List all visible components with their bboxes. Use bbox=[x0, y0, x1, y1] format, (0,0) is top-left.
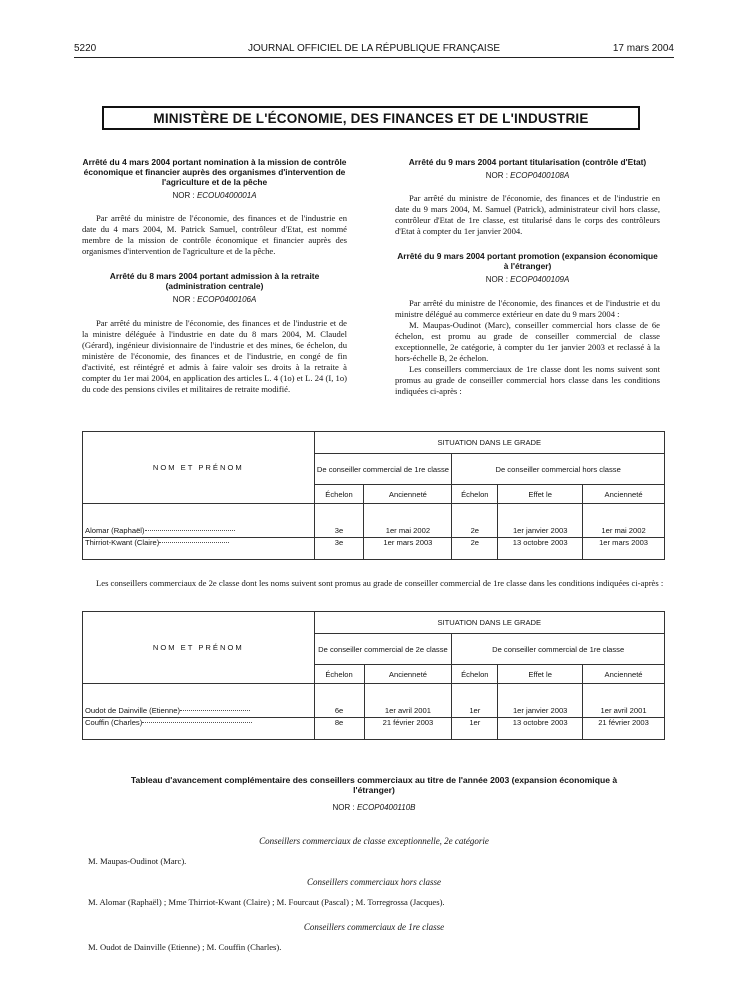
nor-label: NOR : bbox=[485, 275, 508, 285]
header-rule bbox=[74, 57, 674, 58]
name-column-header: NOM ET PRÉNOM bbox=[83, 612, 315, 684]
advancement-table-title: Tableau d'avancement complémentaire des conseillers commerciaux au titre de l'année 2003 (expansion économique à l'étranger) bbox=[130, 775, 618, 795]
decree-paragraph: Par arrêté du ministre de l'économie, des finances et de l'industrie en date du 9 mars 2004, M. Samuel (Patrick), administrateur civil hors classe, contrôleur d'Etat de 1re classe, est titularisé dans le corps des contrôleurs d'Etat à compter du 1er janvier 2004. bbox=[395, 193, 660, 237]
table-cell: 1er avril 2001 bbox=[364, 684, 452, 718]
nor-code: ECOP0400106A bbox=[197, 295, 257, 305]
table-row bbox=[83, 504, 665, 538]
left-column bbox=[82, 157, 347, 395]
situation-header: SITUATION DANS LE GRADE bbox=[314, 432, 664, 454]
nor-label: NOR : bbox=[332, 803, 355, 812]
decree-paragraph: Par arrêté du ministre de l'économie, des finances et de l'industrie et du ministre délégué au commerce extérieur en date du 9 mars 2004 : bbox=[395, 297, 660, 319]
col-header-effet: Effet le bbox=[498, 665, 583, 684]
decree-paragraph: Par arrêté du ministre de l'économie, des finances et de l'industrie en date du 4 mars 2004, M. Patrick Samuel, contrôleur d'Etat, est nommé membre de la mission de contrôle économique et financier auprès des organismes d'intervention de l'agriculture et de la pêche. bbox=[82, 213, 347, 257]
col-header-echelon: Échelon bbox=[314, 665, 364, 684]
promotion-table-hors-classe bbox=[82, 431, 665, 560]
col-header-effet: Effet le bbox=[498, 485, 583, 504]
table-cell: 1er janvier 2003 bbox=[498, 684, 583, 718]
situation-header: SITUATION DANS LE GRADE bbox=[314, 612, 664, 634]
table-cell: 1er mars 2003 bbox=[364, 538, 452, 560]
journal-title: JOURNAL OFFICIEL DE LA RÉPUBLIQUE FRANÇAISE bbox=[247, 43, 501, 54]
table-cell: 3e bbox=[314, 504, 364, 538]
right-column bbox=[395, 157, 660, 397]
promoted-names: M. Oudot de Dainville (Etienne) ; M. Couffin (Charles). bbox=[88, 942, 282, 952]
col-header-anciennete: Ancienneté bbox=[364, 665, 452, 684]
nor-reference bbox=[82, 190, 347, 201]
person-name: Couffin (Charles) bbox=[85, 718, 143, 727]
table-cell: 1er mai 2002 bbox=[364, 504, 452, 538]
table-cell: 21 février 2003 bbox=[583, 718, 665, 740]
table-cell: 3e bbox=[314, 538, 364, 560]
nor-reference bbox=[395, 274, 660, 285]
nor-reference bbox=[82, 294, 347, 305]
decree-title: Arrêté du 9 mars 2004 portant titularisation (contrôle d'Etat) bbox=[408, 157, 647, 167]
table-cell: 1er bbox=[452, 718, 498, 740]
decree-paragraph: M. Maupas-Oudinot (Marc), conseiller commercial hors classe de 6e échelon, est promu au grade de conseiller commercial de classe exceptionnelle, 2e catégorie, à compter du 1er janvier 2003 et reclassé à la hors-échelle B, 2e échelon. bbox=[395, 319, 660, 364]
table-cell: 13 octobre 2003 bbox=[498, 718, 583, 740]
group-header-former-grade: De conseiller commercial de 1re classe bbox=[314, 454, 452, 485]
grade-heading: Conseillers commerciaux hors classe bbox=[307, 877, 441, 887]
table-cell: 21 février 2003 bbox=[364, 718, 452, 740]
name-column-header: NOM ET PRÉNOM bbox=[83, 432, 315, 504]
group-header-new-grade: De conseiller commercial hors classe bbox=[452, 454, 665, 485]
person-name: Thirriot-Kwant (Claire) bbox=[85, 538, 160, 547]
table-row bbox=[83, 538, 665, 560]
table-cell: 1er mars 2003 bbox=[583, 538, 665, 560]
dot-leader bbox=[159, 542, 229, 543]
nor-label: NOR : bbox=[172, 191, 195, 200]
nor-code: ECOU0400001A bbox=[196, 191, 257, 200]
nor-label: NOR : bbox=[485, 171, 508, 180]
col-header-anciennete: Ancienneté bbox=[583, 665, 665, 684]
table-row bbox=[83, 718, 665, 740]
table-cell: 1er janvier 2003 bbox=[498, 504, 583, 538]
dot-leader bbox=[145, 530, 235, 531]
decree-paragraph: Par arrêté du ministre de l'économie, des finances et de l'industrie et de la ministre déléguée à l'industrie en date du 8 mars 2004, M. Claudel (Gérard), ingénieur divisionnaire de l'industrie et des mines, 6e échelon, du ministère de l'économie, des finances et de l'industrie, en congé de fin d'activité, est réintégré et admis à faire valoir ses droits à la retraite à compter du 1er mai 2004, en application des articles L. 4 (1o) et L. 24 (I, 1o) du code des pensions civiles et militaires de retraite modifié. bbox=[82, 317, 347, 395]
group-header-former-grade: De conseiller commercial de 2e classe bbox=[314, 634, 452, 665]
grade-heading: Conseillers commerciaux de 1re classe bbox=[303, 922, 445, 932]
col-header-echelon: Échelon bbox=[452, 485, 498, 504]
decree-paragraph: Les conseillers commerciaux de 1re classe dont les noms suivent sont promus au grade de conseiller commercial hors classe dans les conditions indiquées ci-après : bbox=[395, 364, 660, 397]
promoted-names: M. Alomar (Raphaël) ; Mme Thirriot-Kwant (Claire) ; M. Fourcaut (Pascal) ; M. Torregrossa (Jacques). bbox=[88, 897, 445, 907]
ministry-title: MINISTÈRE DE L'ÉCONOMIE, DES FINANCES ET DE L'INDUSTRIE bbox=[153, 110, 589, 126]
nor-label: NOR : bbox=[172, 295, 195, 305]
person-name: Oudot de Dainville (Etienne) bbox=[85, 706, 180, 715]
nor-code: ECOP0400109A bbox=[510, 275, 570, 285]
person-name: Alomar (Raphaël) bbox=[85, 526, 145, 535]
decree-title: Arrêté du 4 mars 2004 portant nomination à la mission de contrôle économique et financier auprès des organismes d'intervention de l'agriculture et de la pêche bbox=[82, 157, 347, 187]
table-cell: 13 octobre 2003 bbox=[498, 538, 583, 560]
issue-date: 17 mars 2004 bbox=[612, 43, 674, 54]
dot-leader bbox=[180, 710, 250, 711]
page-number: 5220 bbox=[74, 43, 97, 54]
table-row bbox=[83, 684, 665, 718]
dot-leader bbox=[142, 722, 252, 723]
col-header-echelon: Échelon bbox=[314, 485, 364, 504]
nor-reference bbox=[0, 803, 748, 812]
table-cell: 2e bbox=[452, 504, 498, 538]
nor-reference bbox=[395, 170, 660, 181]
table-cell: 2e bbox=[452, 538, 498, 560]
table-cell: 1er bbox=[452, 684, 498, 718]
group-header-new-grade: De conseiller commercial de 1re classe bbox=[452, 634, 665, 665]
table-cell: 1er mai 2002 bbox=[583, 504, 665, 538]
grade-heading: Conseillers commerciaux de classe exceptionnelle, 2e catégorie bbox=[259, 836, 489, 846]
decree-title: Arrêté du 8 mars 2004 portant admission à la retraite (administration centrale) bbox=[109, 271, 320, 292]
nor-code: ECOP0400110B bbox=[356, 803, 416, 812]
intro-paragraph: Les conseillers commerciaux de 2e classe dont les noms suivent sont promus au grade de conseiller commercial de 1re classe dans les conditions indiquées ci-après : bbox=[96, 578, 664, 588]
col-header-anciennete: Ancienneté bbox=[583, 485, 665, 504]
nor-code: ECOP0400108A bbox=[510, 171, 570, 180]
promotion-table-first-class bbox=[82, 611, 665, 740]
ministry-heading bbox=[102, 106, 640, 130]
table-cell: 6e bbox=[314, 684, 364, 718]
table-cell: 1er avril 2001 bbox=[583, 684, 665, 718]
table-cell: 8e bbox=[314, 718, 364, 740]
col-header-anciennete: Ancienneté bbox=[364, 485, 452, 504]
promoted-names: M. Maupas-Oudinot (Marc). bbox=[88, 856, 187, 866]
decree-title: Arrêté du 9 mars 2004 portant promotion (expansion économique à l'étranger) bbox=[397, 251, 658, 272]
col-header-echelon: Échelon bbox=[452, 665, 498, 684]
